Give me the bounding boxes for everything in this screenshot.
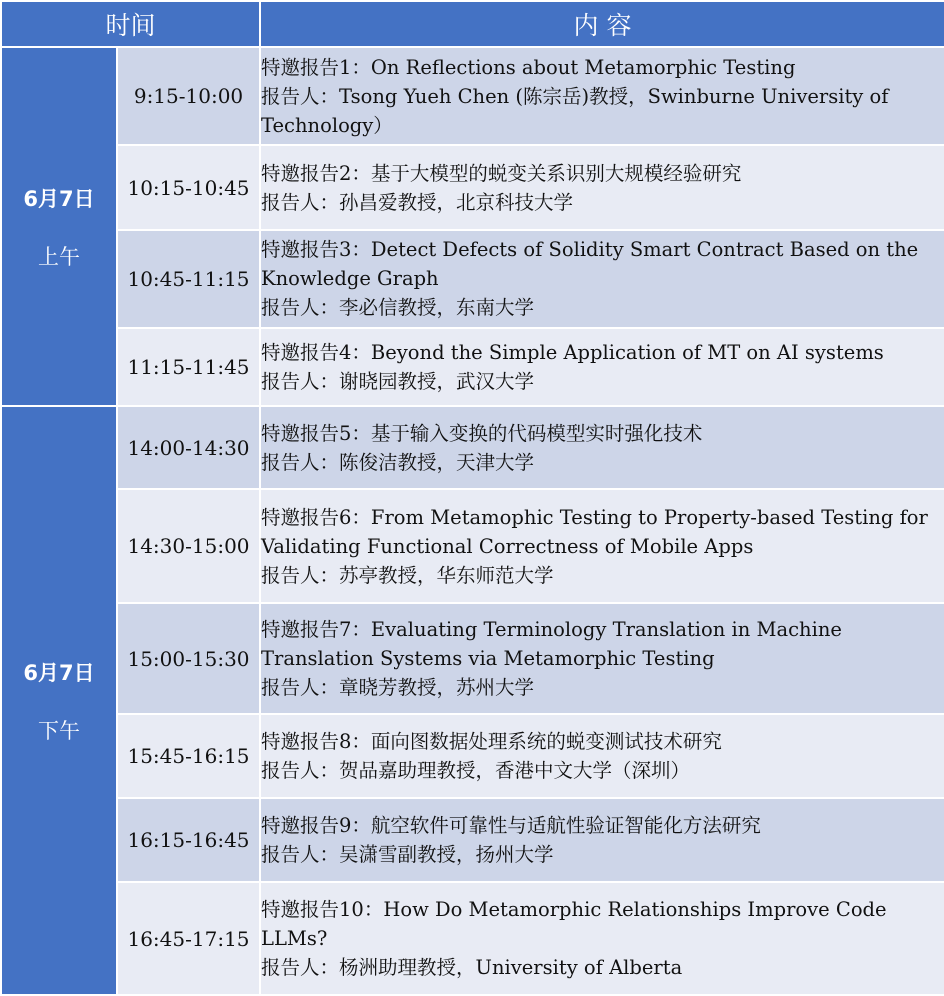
talk-speaker: 报告人：孙昌爱教授，北京科技大学 [261, 190, 574, 214]
content-cell [260, 230, 944, 328]
talk-speaker: 报告人：谢晓园教授，武汉大学 [261, 370, 535, 394]
talk-title: 特邀报告8：面向图数据处理系统的蜕变测试技术研究 [261, 729, 722, 753]
content-cell [260, 145, 944, 229]
day-cell-afternoon [1, 406, 117, 995]
talk-speaker: 报告人：吴潇雪副教授，扬州大学 [261, 843, 554, 867]
content-cell [260, 328, 944, 406]
header-row [1, 1, 944, 47]
time-cell: 10:45-11:15 [117, 230, 260, 328]
talk-title: 特邀报告5：基于输入变换的代码模型实时强化技术 [261, 421, 703, 445]
talk-speaker: 报告人：Tsong Yueh Chen (陈宗岳)教授，Swinburne University of Technology） [261, 84, 889, 137]
time-cell: 9:15-10:00 [117, 47, 260, 145]
table-row [1, 798, 944, 882]
talk-title: 特邀报告2：基于大模型的蜕变关系识别大规模经验研究 [261, 161, 742, 185]
talk-title: 特邀报告4：Beyond the Simple Application of MT on AI systems [261, 341, 884, 365]
time-cell: 15:00-15:30 [117, 603, 260, 713]
time-cell: 14:30-15:00 [117, 489, 260, 603]
talk-title: 特邀报告7：Evaluating Terminology Translation in Machine Translation Systems via Metamorphic Testing [261, 618, 842, 671]
content-cell [260, 603, 944, 713]
time-cell: 10:15-10:45 [117, 145, 260, 229]
talk-title: 特邀报告3：Detect Defects of Solidity Smart Contract Based on the Knowledge Graph [261, 238, 919, 291]
content-cell [260, 882, 944, 995]
table-row [1, 145, 944, 229]
day-date: 6月7日 [23, 186, 95, 211]
talk-speaker: 报告人：苏亭教授，华东师范大学 [261, 563, 554, 587]
time-cell: 16:15-16:45 [117, 798, 260, 882]
content-cell [260, 47, 944, 145]
table-row [1, 603, 944, 713]
talk-speaker: 报告人：杨洲助理教授，University of Alberta [261, 956, 683, 980]
talk-title: 特邀报告1：On Reflections about Metamorphic Testing [261, 55, 796, 79]
talk-speaker: 报告人：李必信教授，东南大学 [261, 296, 535, 320]
header-content: 内 容 [260, 1, 944, 47]
table-row [1, 328, 944, 406]
talk-title: 特邀报告6：From Metamophic Testing to Property-based Testing for Validating Functional Correctness of Mobile Apps [261, 505, 928, 558]
table-row [1, 406, 944, 488]
table-row [1, 489, 944, 603]
day-date: 6月7日 [23, 660, 95, 685]
time-cell: 11:15-11:45 [117, 328, 260, 406]
day-cell-morning [1, 47, 117, 406]
table-row [1, 47, 944, 145]
time-cell: 14:00-14:30 [117, 406, 260, 488]
day-period: 上午 [38, 244, 80, 269]
talk-speaker: 报告人：章晓芳教授，苏州大学 [261, 676, 535, 700]
talk-title: 特邀报告9：航空软件可靠性与适航性验证智能化方法研究 [261, 814, 761, 838]
content-cell [260, 406, 944, 488]
day-period: 下午 [38, 718, 80, 743]
header-time: 时间 [1, 1, 260, 47]
table-row [1, 714, 944, 798]
table-row [1, 230, 944, 328]
content-cell [260, 714, 944, 798]
content-cell [260, 798, 944, 882]
talk-speaker: 报告人：陈俊洁教授，天津大学 [261, 450, 535, 474]
talk-speaker: 报告人：贺品嘉助理教授，香港中文大学（深圳） [261, 758, 691, 782]
time-cell: 15:45-16:15 [117, 714, 260, 798]
table-row [1, 882, 944, 995]
talk-title: 特邀报告10：How Do Metamorphic Relationships Improve Code LLMs? [261, 898, 887, 951]
content-cell [260, 489, 944, 603]
time-cell: 16:45-17:15 [117, 882, 260, 995]
